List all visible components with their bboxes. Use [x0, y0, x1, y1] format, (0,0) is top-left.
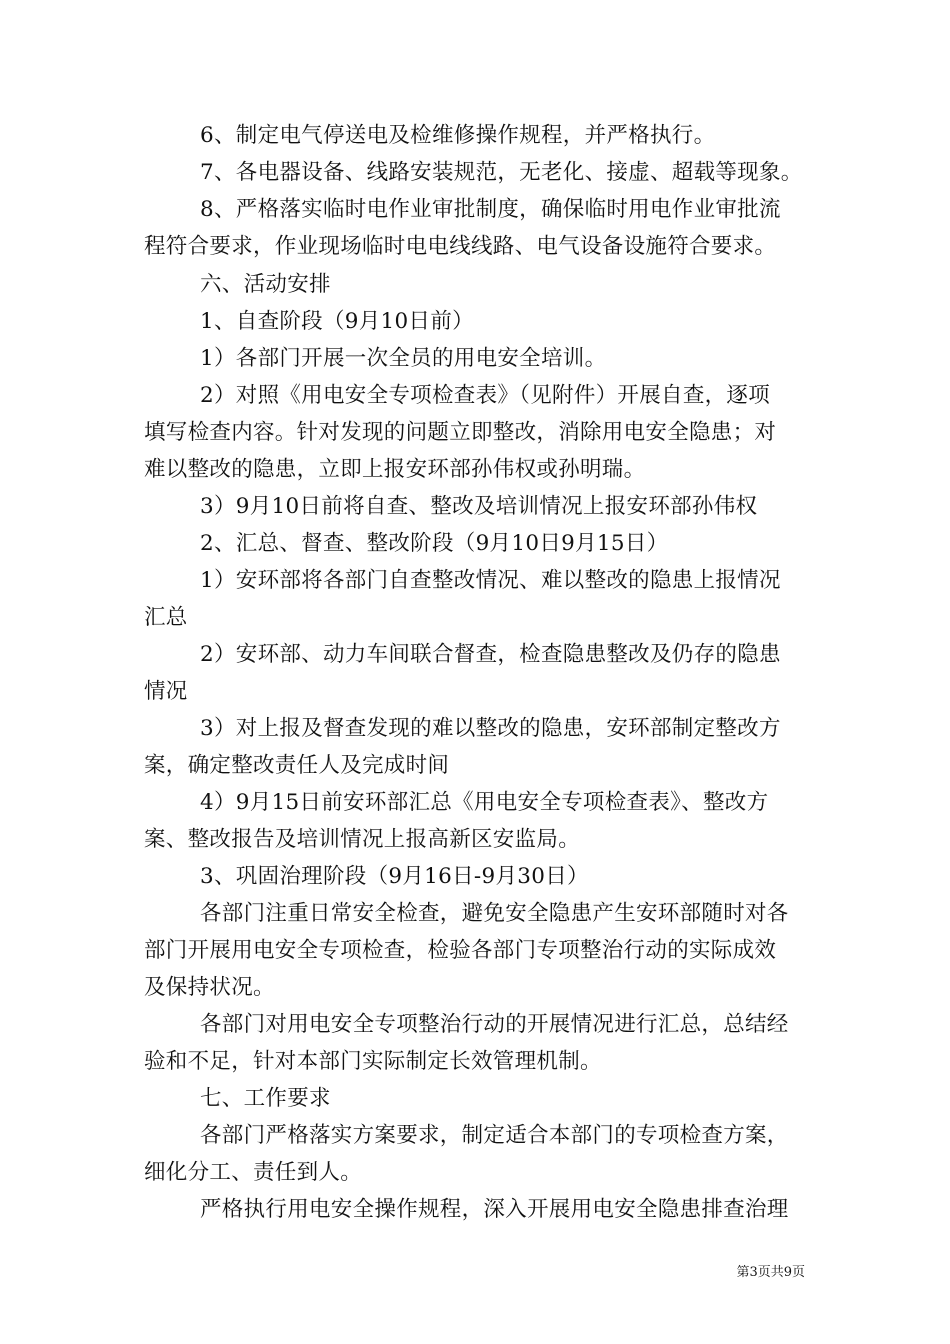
page-number: 第3页共9页	[736, 1265, 805, 1280]
section-heading: 七、工作要求	[200, 1086, 331, 1111]
text-line: 2）安环部、动力车间联合督查，检查隐患整改及仍存的隐患	[200, 642, 781, 667]
text-line: 3）9月10日前将自查、整改及培训情况上报安环部孙伟权	[200, 494, 758, 519]
text-line: 验和不足，针对本部门实际制定长效管理机制。	[144, 1049, 602, 1074]
text-line: 2、汇总、督查、整改阶段（9月10日9月15日）	[200, 531, 669, 556]
text-line: 1）安环部将各部门自查整改情况、难以整改的隐患上报情况	[200, 568, 781, 593]
text-line: 4）9月15日前安环部汇总《用电安全专项检查表》、整改方	[200, 790, 769, 815]
text-line: 各部门注重日常安全检查，避免安全隐患产生安环部随时对各	[200, 901, 789, 926]
text-line: 难以整改的隐患，立即上报安环部孙伟权或孙明瑞。	[144, 457, 646, 482]
text-line: 各部门严格落实方案要求，制定适合本部门的专项检查方案，	[200, 1123, 789, 1148]
text-line: 8、严格落实临时电作业审批制度，确保临时用电作业审批流	[200, 197, 781, 222]
text-line: 6、制定电气停送电及检维修操作规程，并严格执行。	[200, 123, 716, 148]
text-line: 部门开展用电安全专项检查，检验各部门专项整治行动的实际成效	[144, 938, 777, 963]
text-line: 1）各部门开展一次全员的用电安全培训。	[200, 346, 607, 371]
text-line: 填写检查内容。针对发现的问题立即整改，消除用电安全隐患；对	[144, 420, 777, 445]
text-line: 程符合要求，作业现场临时电电线线路、电气设备设施符合要求。	[144, 234, 777, 259]
text-line: 细化分工、责任到人。	[144, 1160, 363, 1185]
text-line: 严格执行用电安全操作规程，深入开展用电安全隐患排查治理	[200, 1197, 789, 1222]
text-line: 情况	[144, 679, 188, 704]
section-heading: 六、活动安排	[200, 272, 331, 297]
text-line: 3、巩固治理阶段（9月16日-9月30日）	[200, 864, 589, 889]
text-line: 3）对上报及督查发现的难以整改的隐患，安环部制定整改方	[200, 716, 781, 741]
text-line: 及保持状况。	[144, 975, 275, 1000]
text-line: 案，确定整改责任人及完成时间	[144, 753, 450, 778]
text-line: 2）对照《用电安全专项检查表》（见附件）开展自查，逐项	[200, 383, 771, 408]
text-line: 案、整改报告及培训情况上报高新区安监局。	[144, 827, 581, 852]
text-line: 汇总	[144, 605, 188, 630]
text-line: 7、各电器设备、线路安装规范，无老化、接虚、超载等现象。	[200, 160, 803, 185]
text-line: 1、自查阶段（9月10日前）	[200, 309, 474, 334]
text-line: 各部门对用电安全专项整治行动的开展情况进行汇总，总结经	[200, 1012, 789, 1037]
